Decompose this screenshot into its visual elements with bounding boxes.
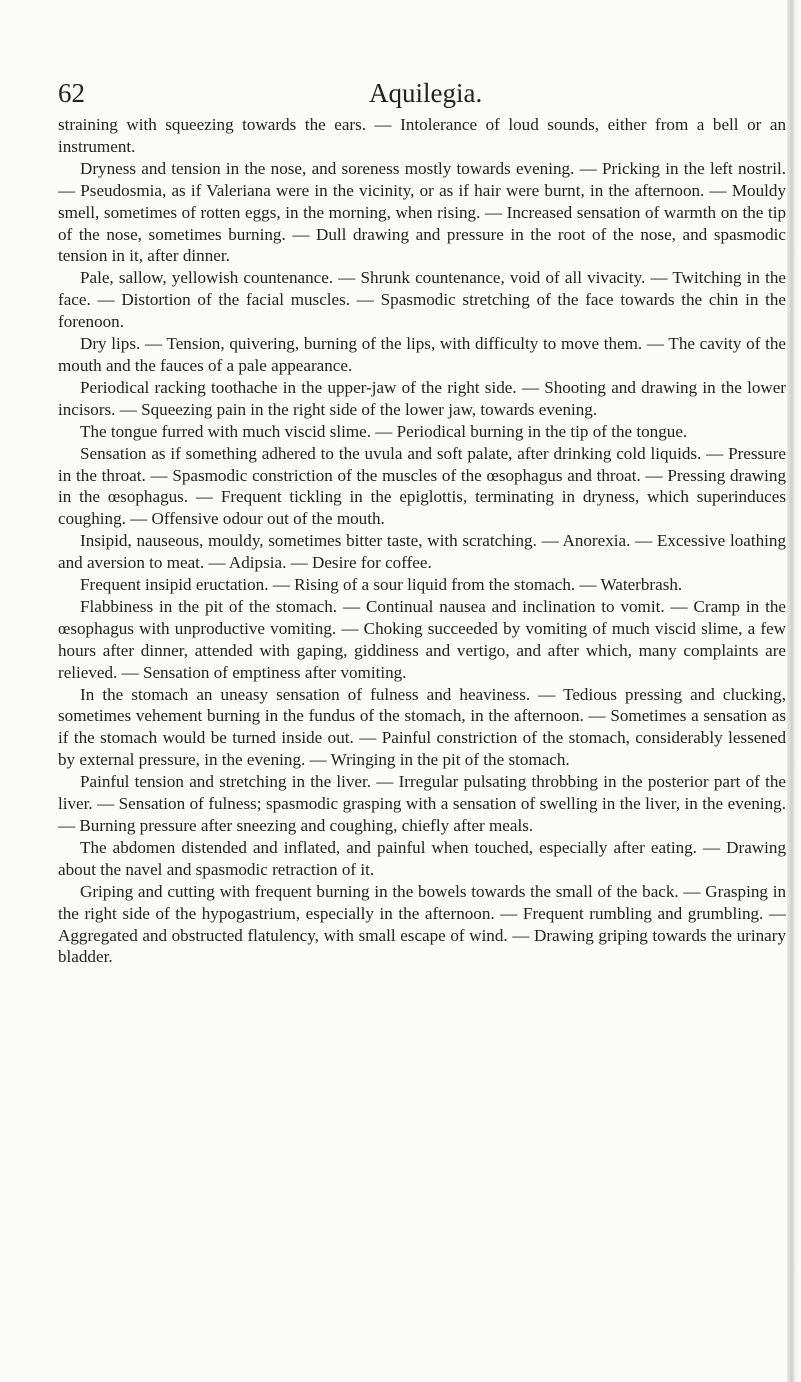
paragraph: Pale, sallow, yellowish countenance. — Shrunk countenance, void of all vivacity. — Twitching in the face. — Distortion of the facial muscles. — Spasmodic stretching of the face towards the chin in the forenoon. [58,268,786,332]
paragraph: Frequent insipid eructation. — Rising of a sour liquid from the stomach. — Waterbrash. [80,575,683,595]
paragraph: Flabbiness in the pit of the stomach. — Continual nausea and inclination to vomit. — Cramp in the œsophagus with unproductive vomiting. — Choking succeeded by vomiting of much viscid slime, a few hours after dinner, attended with gaping, giddiness and vertigo, and after which, many complaints are relieved. — Sensation of emptiness after vomiting. [58,596,786,682]
paragraph: The abdomen distended and inflated, and painful when touched, especially after eating. — Drawing about the navel and spasmodic retraction of it. [58,837,786,879]
body-text [58,114,786,968]
paragraph: Dry lips. — Tension, quivering, burning of the lips, with difficulty to move them. — The cavity of the mouth and the fauces of a pale appearance. [58,334,786,375]
running-title: Aquilegia. [369,78,483,108]
paragraph: In the stomach an uneasy sensation of fulness and heaviness. — Tedious pressing and clucking, sometimes vehement burning in the fundus of the stomach, in the afternoon. — Sometimes a sensation as if the stomach would be turned inside out. — Painful constriction of the stomach, considerably lessened by external pressure, in the evening. — Wringing in the pit of the stomach. [58,684,786,770]
paragraph: Painful tension and stretching in the liver. — Irregular pulsating throbbing in the posterior part of the liver. — Sensation of fulness; spasmodic grasping with a sensation of swelling in the liver, in the evening. — Burning pressure after sneezing and coughing, chiefly after meals. [58,772,786,835]
paragraph: The tongue furred with much viscid slime. — Periodical burning in the tip of the tongue. [80,421,688,441]
page-edge-shadow [787,0,801,1382]
paragraph: Griping and cutting with frequent burning in the bowels towards the small of the back. — Grasping in the right side of the hypogastrium, especially in the afternoon. — Frequent rumbling and grumbling. — Aggregated and obstructed flatulency, with small escape of wind. — Drawing griping towards the urinary bladder. [58,881,786,967]
paragraph: Insipid, nauseous, mouldy, sometimes bitter taste, with scratching. — Anorexia. — Excessive loathing and aversion to meat. — Adipsia. — Desire for coffee. [58,531,786,573]
paragraph: Periodical racking toothache in the upper-jaw of the right side. — Shooting and drawing in the lower incisors. — Squeezing pain in the right side of the lower jaw, towards evening. [58,377,786,419]
paragraph: Dryness and tension in the nose, and soreness mostly towards evening. — Pricking in the left nostril. — Pseudosmia, as if Valeriana were in the vicinity, or as if hair were burnt, in the afternoon. — Mouldy smell, sometimes of rotten eggs, in the morning, when rising. — Increased sensation of warmth on the tip of the nose, sometimes burning. — Dull drawing and pressure in the root of the nose, and spasmodic tension in it, after dinner. [58,158,786,266]
page-number: 62 [58,78,85,108]
book-page [58,78,786,968]
page-header [58,78,786,114]
paragraph: straining with squeezing towards the ears. — Intolerance of loud sounds, either from a bell or an instrument. [58,115,786,156]
paragraph: Sensation as if something adhered to the uvula and soft palate, after drinking cold liquids. — Pressure in the throat. — Spasmodic constriction of the muscles of the œsophagus and throat. — Pressing drawing in the œsophagus. — Frequent tickling in the epiglottis, terminating in dryness, which superinduces coughing. — Offensive odour out of the mouth. [58,443,786,529]
